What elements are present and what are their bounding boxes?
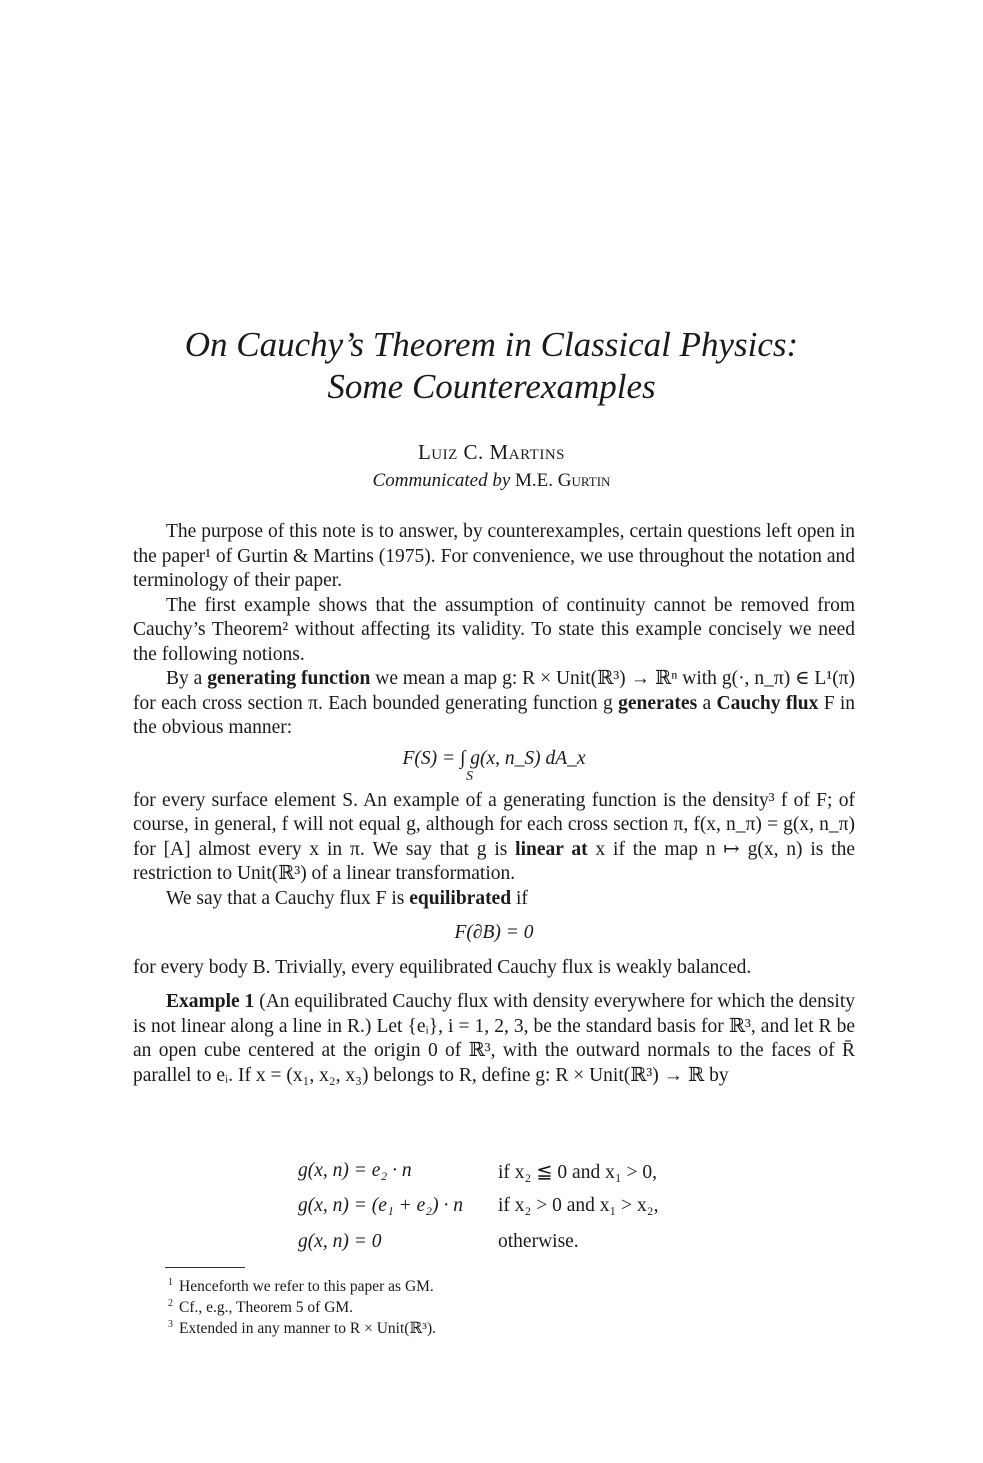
paragraph-4: [133, 789, 855, 887]
case-condition: otherwise.: [498, 1231, 579, 1252]
paragraph-3: [133, 667, 855, 741]
p3-text-c: a: [702, 692, 712, 714]
paragraph-5: [133, 887, 855, 912]
paragraph-1: The purpose of this note is to answer, by counterexamples, certain questions left open in the paper¹ of Gurtin & Martins (1975). For convenience, we use throughout the notation and terminology of their paper.: [133, 521, 855, 591]
footnote-mark: 3: [168, 1319, 173, 1330]
term-cauchy-flux: Cauchy flux: [716, 692, 819, 714]
equation-1-subscript: S: [466, 768, 473, 784]
p4-text-a: for every surface element S. An example of a generating function is the density³ f of F; of course, in general, f will not equal g, although for each cross section π, f(x, n_π) = g(x, n_π) for [A] almost every x in π. We say that g is: [133, 789, 855, 860]
equation-1-block: [133, 741, 855, 789]
case-expression: g(x, n) = 0: [298, 1231, 382, 1252]
paper-title-line-1: On Cauchy’s Theorem in Classical Physics:: [184, 325, 799, 364]
communicated-prefix: Communicated by: [372, 470, 511, 491]
p5-text-a: We say that a Cauchy flux F is: [166, 887, 405, 909]
case-expression: g(x, n) = e₂ · n: [298, 1160, 412, 1181]
footnote-3: [168, 1319, 436, 1338]
case-condition: if x₂ ≦ 0 and x₁ > 0,: [498, 1162, 657, 1183]
p4-text-b: x if the map n ↦ g(x, n) is the restriction to Unit(ℝ³) of a linear transformation.: [133, 838, 856, 884]
footnote-text: Cf., e.g., Theorem 5 of GM.: [179, 1299, 354, 1317]
footnote-text: Extended in any manner to R × Unit(ℝ³).: [179, 1320, 436, 1338]
case-condition: if x₂ > 0 and x₁ > x₂,: [498, 1195, 659, 1216]
p5-text-b: if: [515, 887, 528, 909]
footnote-mark: 2: [168, 1298, 173, 1309]
footnote-divider: [165, 1267, 245, 1268]
example-1-paragraph: [133, 990, 855, 1088]
p3-text-b: we mean a map g: R × Unit(ℝ³) → ℝⁿ with g(·, n_π) ∈ L¹(π) for each cross section π. Each bounded generating function g: [133, 668, 856, 714]
p3-text-d: F in the obvious manner:: [133, 692, 856, 738]
paper-title-line-2: Some Counterexamples: [327, 367, 656, 406]
footnote-text: Henceforth we refer to this paper as GM.: [179, 1278, 434, 1296]
equation-2: F(∂B) = 0: [454, 922, 534, 943]
term-equilibrated: equilibrated: [409, 887, 512, 909]
body-text-upper: [133, 520, 855, 1088]
author-name: Luiz C. Martins: [417, 440, 566, 464]
case-expression: g(x, n) = (e₁ + e₂) · n: [298, 1195, 463, 1216]
term-generates: generates: [618, 692, 698, 714]
footnote-1: [168, 1277, 434, 1296]
example-1-label: Example 1: [166, 991, 255, 1012]
paragraph-6: for every body B. Trivially, every equilibrated Cauchy flux is weakly balanced.: [133, 956, 752, 978]
footnote-2: [168, 1298, 353, 1317]
communicator-name: M.E. Gurtin: [515, 470, 611, 491]
footnote-mark: 1: [168, 1277, 173, 1288]
term-linear-at: linear at: [515, 838, 588, 860]
p3-text-a: By a: [166, 668, 203, 689]
equation-1: F(S) = ∫ g(x, n_S) dA_x: [402, 747, 586, 769]
communicated-by: [0, 470, 983, 492]
example-1-text: (An equilibrated Cauchy flux with density everywhere for which the density is not linear along a line in R.) Let {eᵢ}, i = 1, 2, 3, be the standard basis for ℝ³, and let R be an open cube centered at the origin 0 of ℝ³, with the outward normals to the faces of R̄ parallel to eᵢ. If x = (x₁, x₂, x₃) belongs to R, define g: R × Unit(ℝ³) → ℝ by: [133, 991, 855, 1086]
term-generating-function: generating function: [207, 668, 371, 689]
paragraph-2: The first example shows that the assumption of continuity cannot be removed from Cauchy’s Theorem² without affecting its validity. To state this example concisely we need the following notions.: [133, 594, 855, 665]
